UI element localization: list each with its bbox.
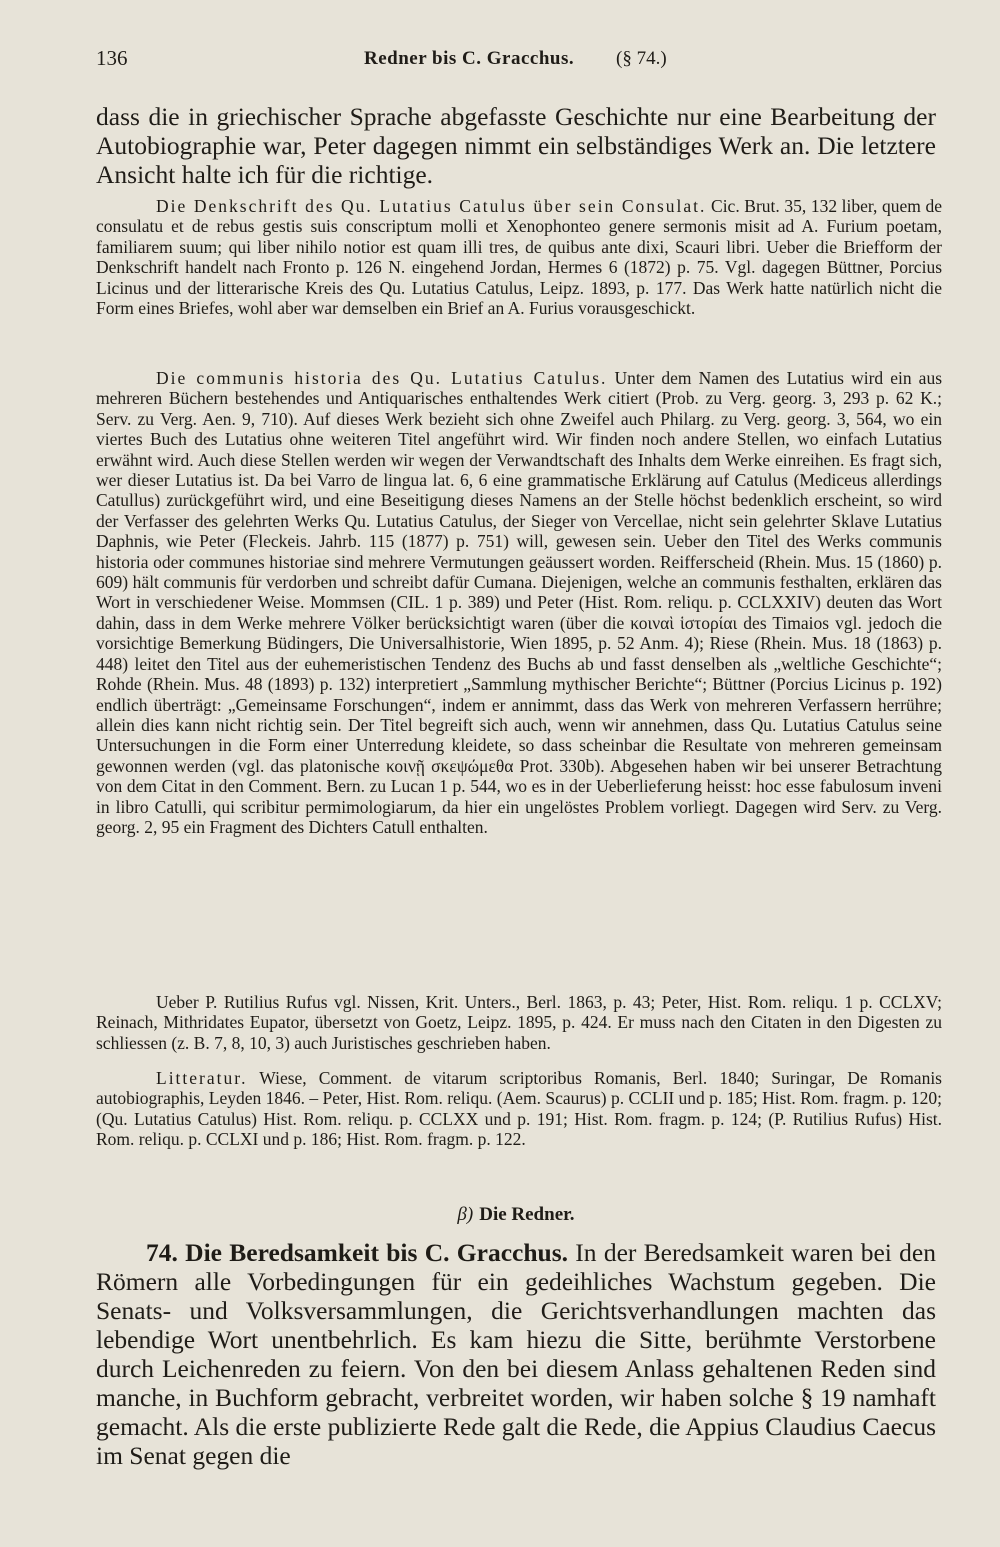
communis-historia-note: [96, 368, 942, 837]
rutilius-note: [96, 992, 942, 1053]
communis-heading: Die communis historia des Qu. Lutatius Catulus.: [156, 368, 608, 388]
page-number: 136: [96, 46, 128, 70]
lead-paragraph: dass die in griechischer Sprache abgefasste Geschichte nur eine Bearbeitung der Autobiographie war, Peter dagegen nimmt ein selbständiges Werk an. Die letztere Ansicht halte ich für die richtige.: [96, 102, 936, 189]
denkschrift-heading: Die Denkschrift des Qu. Lutatius Catulus über sein Consulat.: [156, 196, 707, 216]
page-header: [96, 46, 936, 76]
denkschrift-note: [96, 196, 942, 318]
litteratur-text: Wiese, Comment. de vitarum scriptoribus Romanis, Berl. 1840; Suringar, De Romanis autobiographis, Leyden 1846. – Peter, Hist. Rom. reliqu. (Aem. Scaurus) p. CCLII und p. 185; Hist. Rom. fragm. p. 120; (Qu. Lutatius Catulus) Hist. Rom. reliqu. p. CCLXX und p. 191; Hist. Rom. fragm. p. 124; (P. Rutilius Rufus) Hist. Rom. reliqu. p. CCLXI und p. 186; Hist. Rom. fragm. p. 122.: [96, 1068, 942, 1150]
communis-text: Unter dem Namen des Lutatius wird ein aus mehreren Büchern bestehendes und Antiquarisches enthaltendes Werk citiert (Prob. zu Verg. georg. 3, 293 p. 62 K.; Serv. zu Verg. Aen. 9, 710). Auf dieses Werk bezieht sich ohne Zweifel auch Philarg. zu Verg. georg. 3, 564, wo ein viertes Buch des Lutatius ohne weiteren Titel angeführt wird. Wir finden noch andere Stellen, wo einfach Lutatius erwähnt wird. Auch diese Stellen werden wir wegen der Verwandtschaft des Inhalts dem Werke einreihen. Es fragt sich, wer dieser Lutatius ist. Da bei Varro de lingua lat. 6, 6 eine grammatische Erklärung auf Catulus (Mediceus allerdings Catullus) zurückgeführt wird, und eine Beseitigung dieses Namens an der Stelle höchst bedenklich erscheint, so wird der Verfasser des gelehrten Werks Qu. Lutatius Catulus, der Sieger von Vercellae, nicht sein gelehrter Sklave Lutatius Daphnis, wie Peter (Fleckeis. Jahrb. 115 (1877) p. 751) will, gewesen sein. Ueber den Titel des Werks communis historia oder communes historiae sind mehrere Vermutungen geäussert worden. Reifferscheid (Rhein. Mus. 15 (1860) p. 609) hält communis für verdorben und schreibt dafür Cumana. Diejenigen, welche an communis festhalten, erklären das Wort in verschiedener Weise. Mommsen (CIL. 1 p. 389) und Peter (Hist. Rom. reliqu. p. CCLXXIV) deuten das Wort dahin, dass in dem Werke mehrere Völker berücksichtigt waren (über die κοιναὶ ἱστορίαι des Timaios vgl. jedoch die vorsichtige Bemerkung Büdingers, Die Universalhistorie, Wien 1895, p. 52 Anm. 4); Riese (Rhein. Mus. 18 (1863) p. 448) leitet den Titel aus der euhemeristischen Tendenz des Buchs ab und fasst denselben als „weltliche Geschichte“; Rohde (Rhein. Mus. 48 (1893) p. 132) interpretiert „Sammlung mythischer Berichte“; Büttner (Porcius Licinus p. 192) endlich überträgt: „Gemeinsame Forschungen“, indem er annimmt, dass das Werk von mehreren Verfassern herrühre; allein dies kann nicht richtig sein. Der Titel begreift sich auch, wenn wir annehmen, dass Qu. Lutatius Catulus seine Untersuchungen in die Form einer Unterredung kleidete, so dass scheinbar die Resultate von mehreren gemeinsam gewonnen werden (vgl. das platonische κοινῇ σκεψώμεθα Prot. 330b). Abgesehen haben wir bei unserer Betrachtung von dem Citat in den Comment. Bern. zu Lucan 1 p. 544, wo es in der Ueberlieferung heisst: hoc esse fabulosum inveni in libro Catulli, qui scribitur permimologiarum, da hier ein ungelöstes Problem vorliegt. Dagegen wird Serv. zu Verg. georg. 2, 95 ein Fragment des Dichters Catull enthalten.: [96, 368, 942, 837]
section-number: 74.: [146, 1238, 178, 1267]
denkschrift-text: Cic. Brut. 35, 132 liber, quem de consulatu et de rebus gestis suis conscriptum molli et Xenophonteo genere sermonis misit ad A. Furium poetam, familiarem suum; qui liber nihilo notior est quam illi tres, de quibus ante dixi, Scauri libri. Ueber die Briefform der Denkschrift handelt nach Fronto p. 126 N. eingehend Jordan, Hermes 6 (1872) p. 75. Vgl. dagegen Büttner, Porcius Licinus und der litterarische Kreis des Qu. Lutatius Catulus, Leipz. 1893, p. 177. Das Werk hatte natürlich nicht die Form eines Briefes, wohl aber war demselben ein Brief an A. Furius vorausgeschickt.: [96, 196, 942, 319]
litteratur-note: [96, 1068, 942, 1150]
running-title: Redner bis C. Gracchus.: [364, 48, 575, 69]
section-text: In der Beredsamkeit waren bei den Römern alle Vorbedingungen für ein gedeihliches Wachstum gegeben. Die Senats- und Volksversammlungen, die Gerichtsverhandlungen machten das lebendige Wort unentbehrlich. Es kam hiezu die Sitte, berühmte Verstorbene durch Leichenreden zu feiern. Von den bei diesem Anlass gehaltenen Reden sind manche, in Buchform gebracht, verbreitet worden, wir haben solche § 19 namhaft gemacht. Als die erste publizierte Rede galt die Rede, die Appius Claudius Caecus im Senat gegen die: [96, 1238, 936, 1470]
litteratur-heading: Litteratur.: [156, 1068, 248, 1088]
section-74: [96, 1238, 936, 1470]
section-title: Die Beredsamkeit bis C. Gracchus.: [185, 1238, 568, 1267]
subsection-title: Die Redner.: [479, 1204, 575, 1225]
rutilius-text: Ueber P. Rutilius Rufus vgl. Nissen, Krit. Unters., Berl. 1863, p. 43; Peter, Hist. Rom. reliqu. 1 p. CCLXV; Reinach, Mithridates Eupator, übersetzt von Goetz, Leipz. 1895, p. 424. Er muss nach den Citaten in den Digesten zu schliessen (z. B. 7, 8, 10, 3) auch Juristisches geschrieben haben.: [96, 992, 942, 1053]
subsection-marker: β): [457, 1204, 474, 1225]
section-reference: (§ 74.): [616, 48, 667, 69]
subsection-heading: [96, 1204, 936, 1226]
